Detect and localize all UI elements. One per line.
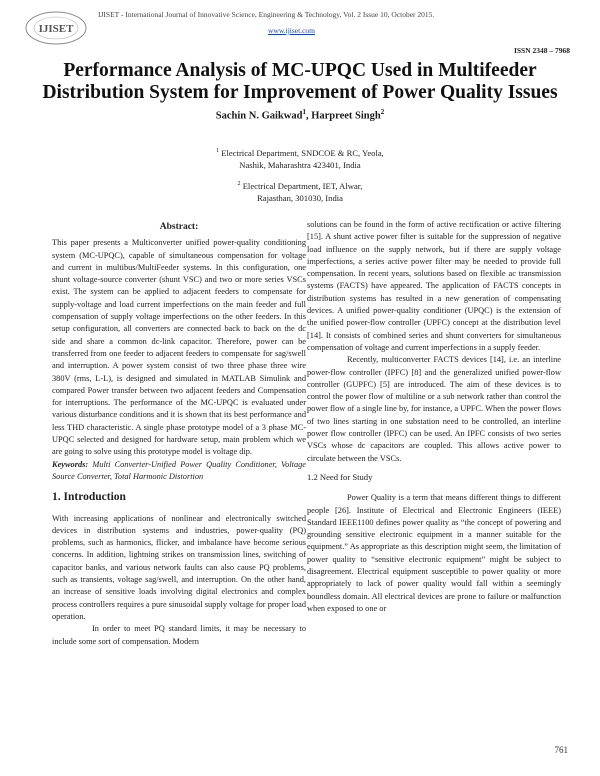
affiliation-line: Electrical Department, IET, Alwar, <box>242 180 363 191</box>
abstract-text: This paper presents a Multiconverter unified power-quality conditioning system (MC-UPQC), capable of simultaneous compensation for voltage and current in multibus/MultiFeeder systems. In this configuration, one shunt voltage-source converter (shunt VSC) and two or more series VSCs exist. The system can be applied to adjacent feeders to compensate for supply-voltage and load current imperfections on the main feeder and full compensation of supply voltage imperfections on the other feeders. In this setup configuration, all converters are connected back to back on the dc side and share a common dc-link capacitor. Therefore, power can be transferred from one feeder to adjacent feeders to compensate for sag/swell and interruption. A power system consist of two three phase three wire 380V (rms, L-L), is designed and simulated in MATLAB Simulink and compared Power transfer between two adjacent feeders and Compensation for interruptions. The performance of the MC-UPQC is evaluated under various disturbance conditions and it is shown that its best performance and less THD characteristic. A single phase prototype model of a 3 phase MC-UPQC selected and designed for hardware setup, main problem which we are going to solve using this prototype model is voltage dip. <box>52 238 306 457</box>
right-column <box>307 219 561 615</box>
journal-url-link[interactable]: www.ijiset.com <box>268 26 316 35</box>
left-column <box>52 221 306 648</box>
affiliation-line: Electrical Department, SNDCOE & RC, Yeola, <box>221 147 384 158</box>
logo-text: IJISET <box>38 23 74 35</box>
keywords-text: Multi Converter-Unified Power Quality Conditioner, Voltage Source Converter, Total Harmonic Distortion <box>52 459 306 481</box>
keywords-label: Keywords: <box>52 459 89 469</box>
affiliation-2 <box>0 178 600 204</box>
intro-paragraph-1: With increasing applications of nonlinear and electronically switched devices in distribution systems and industries, power-quality (PQ) problems, such as harmonics, flicker, and imbalance have become serious concerns. In addition, lightning strikes on transmission lines, switching of capacitor banks, and various network faults can also cause PQ problems, such as transients, voltage sag/swell, and interruption. On the other hand, an increase of sensitive loads involving digital electronics and complex process controllers requires a pure sinusoidal supply voltage for proper load operation. <box>52 513 306 621</box>
affiliation-line: Rajasthan, 301030, India <box>257 192 343 203</box>
keywords <box>52 459 306 484</box>
affiliation-line: Nashik, Maharashtra 423401, India <box>239 159 361 170</box>
body-paragraph-3: Power Quality is a term that means different things to different people [26]. Institute of Electrical and Electronic Engineers (IEEE) Standard IEEE1100 defines power quality as “the concept of powering and grounding sensitive electronic equipment in a manner suitable for the equipment.” As appropriate as this description might seem, the limitation of power quality to “sensitive electronic equipment” might be subject to disagreement. Electrical equipment susceptible to power quality or more appropriately to lack of power quality would fall within a seemingly boundless domain. All electrical devices are prone to failure or malfunction when exposed to one or <box>307 493 561 613</box>
body-paragraph-1: solutions can be found in the form of active rectification or active filtering [15]. A shunt active power filter is suitable for the suppression of negative load influence on the supply network, but if there are supply voltage imperfections, a series active power filter may be needed to provide full compensation. In recent years, solutions based on flexible ac transmission systems (FACTS) have appeared. The application of FACTS concepts in distribution systems has resulted in a new generation of compensating devices. A unified power-quality conditioner (UPQC) is the extension of the unified power-flow controller (UPFC) concept at the distribution level [14]. It consists of combined series and shunt converters for simultaneous compensation of voltage and current imperfections in a supply feeder. <box>307 220 561 352</box>
author-sup: 2 <box>380 108 385 116</box>
affiliation-1 <box>0 145 600 171</box>
page-number: 761 <box>554 745 568 755</box>
subsection-heading-need-for-study: 1.2 Need for Study <box>307 471 373 482</box>
section-heading-introduction: 1. Introduction <box>52 491 126 504</box>
journal-header: IJISET - International Journal of Innovative Science, Engineering & Technology, Vol. 2 Issue 10, October 2015. <box>98 10 435 19</box>
author-name: Harpreet Singh <box>311 110 381 122</box>
author-sup: 1 <box>302 108 306 116</box>
body-paragraph-2: Recently, multiconverter FACTS devices [14], i.e. an interline power-flow controller (IPFC) [8] and the generalized unified power-flow controller (GUPFC) [5] are introduced. The aim of these devices is to control the power flow of multiline or a sub network rather than control the power flow of a single line by, for instance, a UPFC. When the power flows of two lines starting in one substation need to be controlled, an interline power flow controller (IPFC) can be used. An IPFC consists of two series VSCs whose dc capacitors are coupled. This allows active power to circulate between the VSCs. <box>307 355 561 463</box>
author-list: Sachin N. Gaikwad$^1$, Harpreet Singh$^2$ <box>215 108 385 122</box>
affiliation-sup: 2 <box>237 181 241 187</box>
abstract-heading: Abstract: <box>159 222 199 232</box>
intro-paragraph-2: In order to meet PQ standard limits, it may be necessary to include some sort of compensation. Modern <box>52 624 306 646</box>
paper-title: Performance Analysis of MC-UPQC Used in Multifeeder Distribution System for Improvement of Power Quality Issues <box>42 60 558 103</box>
author-name: Sachin N. Gaikwad <box>215 110 303 122</box>
affiliation-sup: 1 <box>216 148 220 154</box>
issn-label: ISSN 2348 – 7968 <box>513 46 570 55</box>
journal-logo <box>22 8 92 48</box>
